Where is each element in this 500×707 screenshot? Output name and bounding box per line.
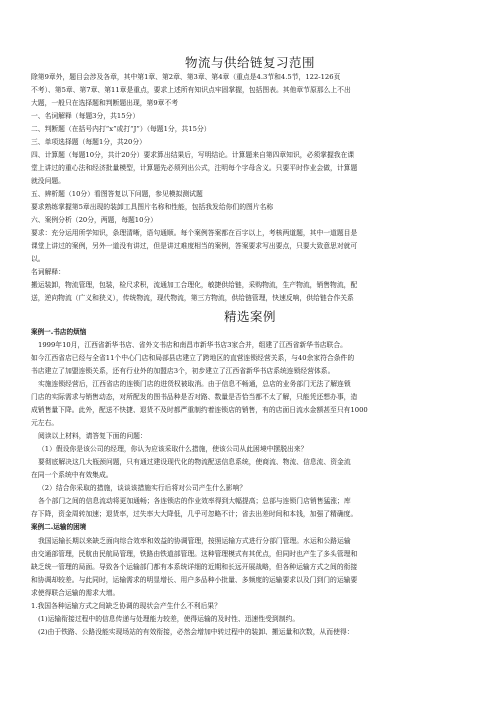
review-line: 大题，一般只在选择题和判断题出现，第9章不考 [31, 99, 179, 107]
case2-line: 由交通部管理，民航由民航局管理，铁路由铁道部管理。这种管理模式有其优点，但同时也产生了多头管理和 [31, 550, 358, 558]
review-line: 四、计算题（每题10分，共计20分）要求算出结果后，写明结论。计算题来自第四章知识，必须掌握我在课 [31, 151, 355, 159]
case1-line: 各个部门之间的信息流动将更加通畅；各连锁店的作业效率得到大幅提高；总部与连锁门店销售猛涨；库 [38, 497, 351, 505]
case1-line: 元左右。 [31, 419, 59, 427]
review-line: 六、案例分析（20分，两题，每题10分） [31, 216, 158, 224]
case1-line: 如今江西省店已经与全省11个中心门店和局部县店建立了跨地区的直营连锁经营关系，与40余家符合条件的 [31, 354, 355, 362]
review-line: 以。 [31, 255, 45, 263]
case1-line: 要彻底解决这几大瓶颈问题，只有通过建设现代化的物流配送信息系统，使商流、物流、信息流、资金流 [38, 458, 351, 466]
review-title: 物流与供给链复习范围 [184, 55, 315, 70]
case2-heading: 案例二.运输的困境 [31, 523, 87, 531]
case1-line: 1999年10月，江西省新华书店、省外文书店和南昌市新华书店3家合并，组建了江西省新华书店联合。 [38, 341, 347, 349]
review-line: 除第9章外，题目会涉及各章，其中第1章、第2章、第3章、第4章（重点是4.3节和4.5节，122-126页 [31, 73, 341, 81]
review-line: 要求熟练掌握第5章出现的装卸工具图片名称和性能，包括我发给你们的图片名称 [31, 203, 274, 211]
case2-line: (1)运输衔接过程中的信息传递与处理能力较差，使得运输的及时性、迅速性受到制约。 [38, 615, 300, 623]
case1-line: 门店的实际需求与销售动态，对所配发的图书品种是否对路、数量是否恰当都不太了解，只能凭还想办事，造 [31, 393, 358, 401]
review-line: 要求：充分运用所学知识，条理清晰，语句通顺。每个案例答案都在百字以上，考核两道题，其中一道题目是 [31, 229, 358, 237]
case2-line: (2)由于铁路、公路没能实现场站的有效衔接，必然会增加中转过程中的装卸、搬运量和次数，从而使得： [38, 628, 354, 636]
review-line: 二、判断题（在括号内打“x”或打“J”）（每题1分，共15分） [31, 125, 211, 133]
case1-line: （1）假设你是该公司的经理，你认为应该采取什么措施，使该公司从此困境中摆脱出来？ [38, 445, 308, 453]
review-line: 搬运装卸，物流管理，包装，检尺求积，流通加工合理化，敏捷供给链，采购物流，生产物流，销售物流，配 [31, 281, 358, 289]
case1-heading: 案例一.书店的烦恼 [31, 328, 87, 336]
case1-line: 书店建立了加盟连锁关系，还有行业外的加盟店3个，初步建立了江西省新华书店系统连锁经营体系。 [31, 367, 335, 375]
case1-line: （2）结合你采取的措施，谈谈该措施实行后将对公司产生什么影响？ [38, 484, 247, 492]
review-line: 送，逆向物流（广义和狭义），传统物流，现代物流，第三方物流，供给链管理，快速反响，供给链合作关系 [31, 294, 354, 302]
case1-line: 成销售量下降。此外，配送不快捷、退货不及时都严重制约着连锁店的销售，有的店面日流水金额甚至只有1000 [31, 406, 368, 414]
review-line: 五、辨析题（10分）看图答复以下问题，参见模拟测试题 [31, 190, 203, 198]
case1-line: 在同一个系统中有效集成。 [31, 471, 113, 479]
review-line: 一、名词解释（每题3分，共15分） [31, 112, 140, 120]
case2-line: 我国运输长期以来缺乏面向综合效率和效益的协调管理，按照运输方式进行分部门管理。水运和公路运输 [38, 537, 351, 545]
case2-line: 1.我国各种运输方式之间缺乏协调的现状会产生什么不利后果？ [31, 602, 221, 610]
review-line: 不考）、第5章、第7章、第11章是重点，要求上述所有知识点牢固掌握，包括图表。其他章节原那么上不出 [31, 86, 351, 94]
case1-line: 实施连锁经营后，江西省店的连锁门店的进货权被取消。由于信息不畅通，总店的业务部门无法了解连锁 [38, 380, 351, 388]
review-line: 就没问题。 [31, 177, 65, 185]
review-line: 堂上讲过的重心法和经济批量模型，计算题先必须列出公式，注明每个字母含义。只要平时作业会做，计算题 [31, 164, 358, 172]
case1-line: 存下降，资金周转加速；退货率，过失率大大降低，几乎可忽略不计；省去出差时间和本钱，加强了精确度。 [31, 510, 358, 518]
review-line: 三、单项选择题（每题1分，共20分） [31, 138, 146, 146]
case2-line: 和协调却较差。与此同时，运输需求的明显增长、用户多品种小批量、多频度的运输要求以及门到门的运输要 [31, 576, 358, 584]
case1-line: 阅读以上材料，请答复下面的问题： [38, 432, 147, 440]
review-line: 课堂上讲过的案例，另外一道没有讲过，但是讲过难度相当的案例，答案要求写出要点，只要大致意思对就可 [31, 242, 358, 250]
review-line: 名词解释： [31, 268, 65, 276]
case2-line: 缺乏统一管理的局面。导致各个运输部门都有本系统详细的近期和长远开展战略，但各种运输方式之间的衔接 [31, 563, 358, 571]
case2-line: 求使得联合运输的需求大增。 [31, 589, 120, 597]
cases-title: 精选案例 [223, 309, 276, 324]
